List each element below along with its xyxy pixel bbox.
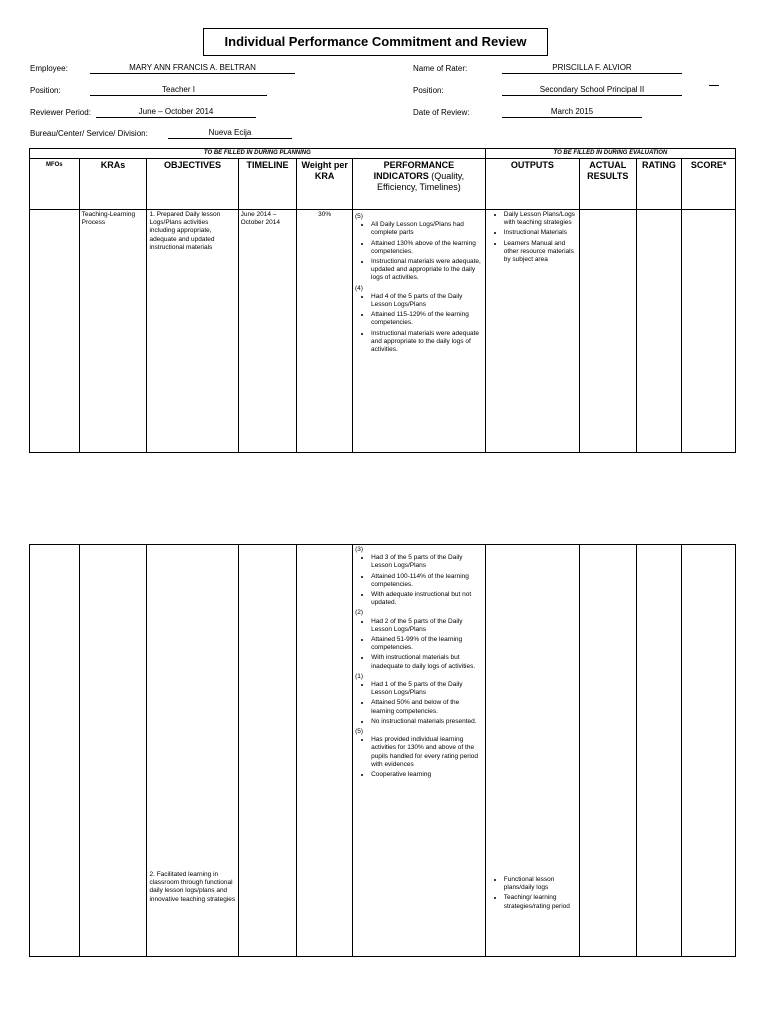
level-2-list	[355, 618, 483, 671]
cell-rating	[636, 210, 682, 453]
planning-section-label: TO BE FILLED IN DURING PLANNING	[30, 149, 486, 159]
bureau-label: Bureau/Center/ Service/ Division:	[30, 129, 148, 138]
cell-weight: 30%	[297, 210, 353, 453]
cell-score-cont	[682, 545, 736, 957]
period-value: June – October 2014	[96, 107, 256, 118]
list-item: • Daily Lesson Plans/Logs with teaching strategies	[504, 211, 577, 227]
list-item: • Had 4 of the 5 parts of the Daily Lesson Logs/Plans	[371, 293, 483, 309]
cell-indicators-2	[353, 545, 486, 957]
list-item: • Instructional materials were adequate and appropriate to the daily logs of activities.	[371, 330, 483, 355]
header-objectives: OBJECTIVES	[147, 159, 238, 210]
cell-actual-results-cont	[579, 545, 636, 957]
evaluation-section-label: TO BE FILLED IN DURING EVALUATION	[485, 149, 735, 159]
list-item: • Instructional Materials	[504, 229, 577, 237]
list-item: • Had 2 of the 5 parts of the Daily Lesson Logs/Plans	[371, 618, 483, 634]
list-item: • Instructional materials were adequate, updated and appropriate to the daily logs of activities.	[371, 258, 483, 283]
cell-rating-cont	[636, 545, 682, 957]
header-mfos: MFOs	[30, 159, 80, 210]
header-actual-results: ACTUAL RESULTS	[579, 159, 636, 210]
cell-indicators-1	[353, 210, 486, 453]
list-item: • With instructional materials but inadequate to daily logs of activities.	[371, 654, 483, 670]
level-5-list	[355, 221, 483, 282]
header-kras: KRAs	[79, 159, 147, 210]
extra-blank-line	[709, 85, 719, 86]
list-item: • Attained 50% and below of the learning competencies.	[371, 699, 483, 715]
form-title: Individual Performance Commitment and Review	[203, 28, 548, 56]
position-label: Position:	[30, 86, 61, 95]
cell-mfos-cont	[30, 545, 80, 957]
cell-timeline-cont	[238, 545, 297, 957]
list-item: • Functional lesson plans/daily logs	[504, 876, 577, 892]
review-date-label: Date of Review:	[413, 108, 470, 117]
list-item: • Had 3 of the 5 parts of the Daily Lesson Logs/Plans	[371, 554, 483, 570]
rater-value: PRISCILLA F. ALVIOR	[502, 63, 682, 74]
rater-label: Name of Rater:	[413, 64, 468, 73]
level-4-list	[355, 293, 483, 354]
header-outputs: OUTPUTS	[485, 159, 579, 210]
list-item: • Has provided individual learning activities for 130% and above of the pupils handled for every rating period with evidences	[371, 736, 483, 769]
level-1-label: (1)	[355, 672, 364, 680]
list-item: • Teaching/ learning strategies/rating period	[504, 894, 577, 910]
header-rating: RATING	[636, 159, 682, 210]
employee-label: Employee:	[30, 64, 68, 73]
ipcr-table-page1	[29, 148, 736, 453]
rater-position-value: Secondary School Principal II	[502, 85, 682, 96]
cell-kra-cont	[79, 545, 147, 957]
header-indicators: PERFORMANCE INDICATORS (Quality, Efficiency, Timelines)	[353, 159, 486, 210]
employee-value: MARY ANN FRANCIS A. BELTRAN	[90, 63, 295, 74]
header-score: SCORE*	[682, 159, 736, 210]
cell-outputs-2	[485, 545, 579, 957]
period-label: Reviewer Period:	[30, 108, 91, 117]
list-item: • Learners Manual and other resource materials by subject area	[504, 240, 577, 265]
cell-score	[682, 210, 736, 453]
list-item: • Attained 100-114% of the learning competencies.	[371, 573, 483, 589]
cell-timeline: June 2014 – October 2014	[238, 210, 297, 453]
list-item: • Attained 115-129% of the learning competencies.	[371, 311, 483, 327]
level-2-label: (2)	[355, 609, 364, 617]
position-value: Teacher I	[90, 85, 267, 96]
list-item: • With adequate instructional but not updated.	[371, 591, 483, 607]
cell-actual-results	[579, 210, 636, 453]
cell-weight-cont	[297, 545, 353, 957]
cell-objective-2	[147, 545, 238, 957]
level-5b-label: (5)	[355, 728, 364, 736]
header-timeline: TIMELINE	[238, 159, 297, 210]
cell-kra: Teaching-Learning Process	[79, 210, 147, 453]
level-5b-list	[355, 736, 483, 779]
list-item: • Cooperative learning	[371, 771, 483, 779]
list-item: • All Daily Lesson Logs/Plans had complete parts	[371, 221, 483, 237]
list-item: • Had 1 of the 5 parts of the Daily Lesson Logs/Plans	[371, 681, 483, 697]
header-weight: Weight per KRA	[297, 159, 353, 210]
list-item: • Attained 130% above of the learning competencies.	[371, 240, 483, 256]
objective-2-text: 2. Facilitated learning in classroom through functional daily lesson logs/plans and innovative teaching strategies	[149, 871, 236, 903]
review-date-value: March 2015	[502, 107, 642, 118]
level-1-list	[355, 681, 483, 726]
level-3-label: (3)	[355, 546, 364, 553]
level-5-label: (5)	[355, 213, 363, 220]
level-4-label: (4)	[355, 284, 363, 292]
ipcr-table-page2	[29, 544, 736, 957]
cell-outputs-1	[485, 210, 579, 453]
level-3-list	[355, 554, 483, 607]
cell-objective-1: 1. Prepared Daily lesson Logs/Plans activities including appropriate, adequate and updated instructional materials	[147, 210, 238, 453]
list-item: • Attained 51-99% of the learning competencies.	[371, 636, 483, 652]
cell-mfos	[30, 210, 80, 453]
rater-position-label: Position:	[413, 86, 444, 95]
bureau-value: Nueva Ecija	[168, 128, 292, 139]
list-item: • No instructional materials presented.	[371, 718, 483, 726]
